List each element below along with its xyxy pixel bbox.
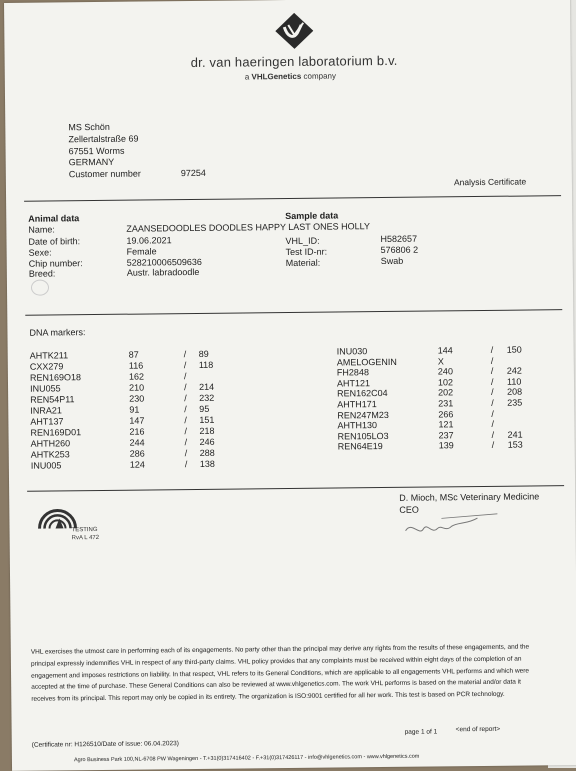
divider-bottom — [27, 485, 564, 492]
marker-separator: / — [491, 397, 494, 408]
marker-name: REN54P11 — [30, 394, 75, 405]
marker-allele-b: 214 — [198, 381, 215, 392]
chip-label: Chip number: — [28, 258, 83, 269]
customer-name: MS Schön — [68, 121, 110, 133]
marker-name: REN169O18 — [29, 372, 82, 383]
customer-street: Zellertalstraße 69 — [68, 133, 139, 145]
marker-allele-b: 138 — [199, 458, 215, 469]
animal-data-heading: Animal data — [28, 213, 80, 224]
marker-separator: / — [183, 360, 187, 371]
marker-allele-a: 139 — [438, 440, 454, 451]
marker-allele-b: 110 — [506, 376, 522, 387]
marker-name: AMELOGENIN — [336, 356, 397, 368]
marker-allele-a: 286 — [129, 448, 145, 459]
marker-separator: / — [491, 419, 495, 430]
marker-allele-a: 230 — [129, 393, 145, 404]
marker-allele-b: 153 — [507, 439, 523, 451]
marker-allele-b: 288 — [199, 447, 215, 458]
animal-name-value: ZAANSEDOODLES DOODLES HAPPY LAST ONES HOLLY — [126, 221, 371, 234]
marker-separator: / — [491, 429, 495, 440]
marker-allele-a: 162 — [128, 371, 145, 382]
rva-accreditation-emblem-icon — [33, 498, 82, 550]
sex-value: Female — [126, 246, 157, 257]
page-number: page 1 of 1 — [404, 728, 438, 736]
marker-separator: / — [184, 426, 188, 437]
marker-allele-a: 231 — [438, 398, 454, 409]
end-of-report: <end of report> — [455, 725, 501, 734]
vhl-id-value: H582657 — [380, 233, 418, 245]
certificate-note: (Certificate nr: H126510/Date of issue: 06.04.2023) — [31, 740, 179, 749]
marker-separator: / — [183, 371, 187, 382]
vhl-id-label: VHL_ID: — [285, 235, 320, 247]
marker-separator: / — [184, 437, 188, 448]
marker-separator: / — [491, 408, 494, 419]
marker-separator: / — [490, 344, 494, 355]
marker-allele-a: 87 — [128, 349, 139, 360]
chip-value: 528210006509636 — [126, 256, 202, 268]
test-id-value: 576806 2 — [380, 244, 419, 256]
marker-name: CXX279 — [29, 361, 64, 372]
marker-name: REN169D01 — [30, 427, 82, 438]
certificate-page — [4, 0, 576, 771]
marker-allele-a: 121 — [438, 419, 454, 430]
emblem-rva-label: RvA L 472 — [71, 534, 100, 542]
marker-allele-b: 150 — [506, 344, 522, 355]
marker-name: INRA21 — [30, 405, 62, 416]
marker-name: AHTH130 — [337, 420, 378, 431]
marker-separator: / — [184, 448, 188, 459]
marker-allele-a: 124 — [129, 459, 145, 470]
marker-name: INU055 — [30, 383, 61, 394]
customer-country: GERMANY — [68, 156, 115, 168]
dna-markers-heading: DNA markers: — [29, 327, 86, 338]
marker-allele-b: 208 — [507, 386, 523, 398]
marker-allele-b: 89 — [198, 348, 209, 359]
marker-name: AHTH171 — [337, 399, 377, 410]
material-label: Material: — [285, 257, 321, 269]
marker-name: AHTK253 — [30, 449, 70, 460]
customer-number-value: 97254 — [180, 167, 206, 179]
animal-name-label: Name: — [28, 224, 55, 235]
marker-name: REN247M23 — [337, 409, 389, 421]
marker-allele-a: X — [437, 355, 444, 367]
breed-value: Austr. labradoodle — [126, 266, 200, 278]
marker-allele-b: 246 — [199, 436, 215, 447]
marker-name: FH2848 — [336, 367, 369, 378]
marker-allele-a: 102 — [437, 377, 454, 388]
marker-separator: / — [183, 349, 187, 360]
marker-allele-a: 216 — [129, 426, 145, 437]
marker-separator: / — [491, 387, 494, 398]
disclaimer-text: VHL exercises the utmost care in performing each of its engagements. No party other than the principal may derive any rights from the results of these engagements, and the principal expressly indemnifies VHL in respect of any third-party claims. VHL policy provides that any complaints must be received within eight days of the completion of an engagement and imposes restrictions on liability. In that respect, VHL refers to its General Conditions, which are applicable to all engagements VHL performs and which were accepted at the time of purchase. These General Conditions can also be reviewed at www.vhlgenetics.com. The work VHL performs is based on the material and/or data it receives from its principal. This report may only be copied in its entirety. The organization is ISO:9001 certified for all her work. This test is based on PCR technology. — [30, 643, 530, 703]
marker-allele-b: 218 — [199, 425, 215, 436]
dob-label: Date of birth: — [28, 236, 81, 247]
marker-allele-a: 91 — [129, 404, 140, 415]
marker-name: REN162C04 — [337, 388, 388, 399]
marker-separator: / — [184, 404, 187, 415]
divider-top — [24, 195, 561, 202]
divider-middle — [25, 309, 562, 316]
marker-separator: / — [490, 355, 494, 366]
certificate-title: Analysis Certificate — [453, 176, 527, 188]
breed-label: Breed: — [28, 268, 56, 279]
marker-allele-b: 118 — [198, 359, 214, 370]
sample-data-heading: Sample data — [285, 210, 339, 222]
punch-hole-mark — [31, 280, 49, 296]
marker-allele-a: 116 — [128, 360, 144, 371]
signatory-title: CEO — [399, 504, 419, 515]
customer-city: 67551 Worms — [68, 145, 125, 157]
marker-allele-b: 232 — [199, 392, 215, 403]
material-value: Swab — [380, 255, 404, 267]
marker-separator: / — [490, 366, 494, 377]
signatory-name: D. Mioch, MSc Veterinary Medicine — [399, 491, 540, 503]
marker-name: AHTK211 — [29, 350, 69, 361]
marker-name: AHT137 — [30, 416, 64, 427]
marker-name: INU030 — [336, 346, 368, 357]
dob-value: 19.06.2021 — [126, 235, 172, 246]
marker-allele-a: 266 — [438, 408, 454, 420]
marker-allele-b: 95 — [199, 403, 210, 414]
vhl-logo-icon — [275, 13, 313, 49]
marker-allele-a: 210 — [128, 382, 145, 393]
sex-label: Sexe: — [28, 247, 52, 258]
marker-allele-a: 244 — [129, 437, 145, 448]
handwritten-signature-icon — [401, 510, 501, 541]
marker-name: REN105LO3 — [337, 430, 389, 442]
marker-name: AHT121 — [336, 377, 371, 389]
marker-separator: / — [184, 459, 188, 470]
lab-name: dr. van haeringen laboratorium b.v. — [190, 52, 398, 71]
lab-address: Agro Business Park 100,NL-6708 PW Wageningen - T.+31(0)317416402 - F.+31(0)317426117 - info@vhlgenetics.com - www.vhlgenetics.com — [73, 753, 420, 764]
lab-subtitle: a VHLGenetics company — [244, 71, 337, 82]
marker-separator: / — [184, 415, 187, 426]
marker-name: INU005 — [30, 460, 62, 471]
marker-separator: / — [491, 440, 495, 451]
marker-allele-a: 237 — [438, 430, 454, 441]
marker-name: AHTH260 — [30, 438, 71, 449]
marker-separator: / — [184, 393, 187, 404]
emblem-testing-label: TESTING — [71, 527, 98, 534]
marker-allele-a: 202 — [438, 387, 454, 398]
marker-allele-b: 242 — [506, 365, 522, 376]
marker-allele-b: 151 — [199, 414, 215, 425]
marker-separator: / — [490, 376, 494, 387]
marker-allele-a: 147 — [129, 415, 145, 426]
marker-allele-b: 235 — [507, 397, 523, 408]
marker-name: REN64E19 — [337, 441, 383, 452]
marker-allele-a: 240 — [437, 366, 453, 377]
marker-allele-b: 241 — [507, 429, 523, 440]
test-id-label: Test ID-nr: — [285, 246, 328, 258]
marker-allele-a: 144 — [437, 345, 453, 356]
marker-separator: / — [183, 382, 187, 393]
customer-number-label: Customer number — [68, 168, 141, 180]
